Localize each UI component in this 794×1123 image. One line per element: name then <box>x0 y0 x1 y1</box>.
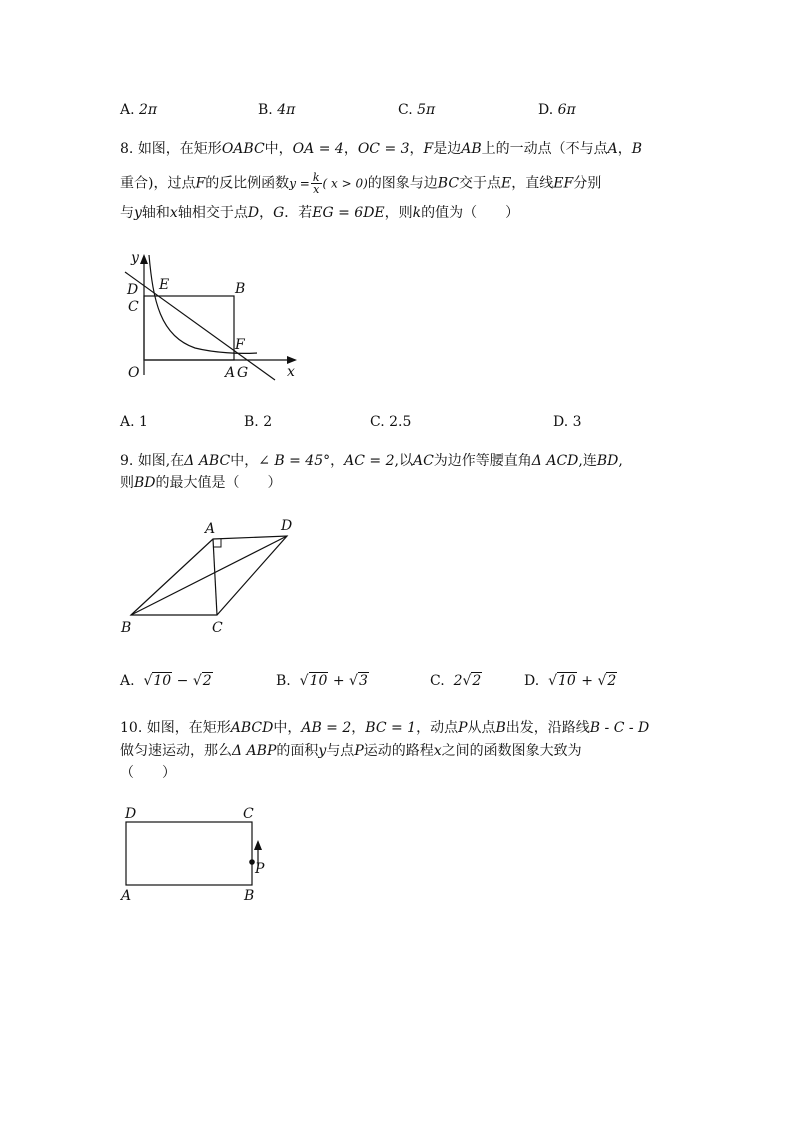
option-label: B. <box>258 102 273 118</box>
text: 的面积 <box>276 743 319 759</box>
option-value: 1 <box>139 414 148 430</box>
radicand: 2 <box>472 673 482 689</box>
math: A <box>607 141 618 157</box>
sqrt-term: √2 <box>597 673 617 689</box>
text: ， <box>330 453 345 469</box>
coefficient: 2 <box>453 673 463 689</box>
y-axis-arrow-icon <box>140 254 148 264</box>
text: 的最大值是（ ） <box>155 475 282 491</box>
sqrt-term: √2 <box>192 673 212 689</box>
math: ∠ B = 45° <box>258 453 331 469</box>
label-c: C <box>212 620 223 636</box>
operator: + <box>332 673 345 689</box>
rectangle-abcd <box>126 822 252 885</box>
option-label: C. <box>430 673 445 689</box>
question-number: 10. <box>120 720 143 736</box>
q10-line-2 <box>120 742 582 760</box>
q8-line-2 <box>120 172 601 195</box>
text: ， <box>409 141 424 157</box>
text: ， <box>351 720 366 736</box>
option-value: 6π <box>557 102 576 118</box>
q10-line-1 <box>120 719 649 737</box>
right-angle-mark-icon <box>213 539 221 547</box>
sqrt-term: √3 <box>349 673 368 689</box>
math: AB <box>461 141 482 157</box>
text: 的图象与边 <box>367 175 438 192</box>
text: ．若 <box>284 205 313 221</box>
q10-figure <box>115 804 275 904</box>
text: ,以 <box>394 453 413 469</box>
option-label: C. <box>370 414 385 430</box>
option-label: C. <box>398 102 413 118</box>
math: ( x > 0) <box>322 176 368 191</box>
fraction-k-over-x <box>311 172 322 195</box>
point-p <box>249 859 255 865</box>
q7-option-b[interactable] <box>258 101 295 119</box>
label-x: x <box>287 364 295 380</box>
math: BD <box>134 475 156 491</box>
option-label: A. <box>120 414 135 430</box>
label-p: P <box>255 861 265 877</box>
q8-option-c[interactable] <box>370 413 411 431</box>
q8-option-a[interactable] <box>120 413 148 431</box>
option-value: 4π <box>277 102 296 118</box>
label-y: y <box>131 250 139 266</box>
numerator: k <box>312 171 320 184</box>
label-b: B <box>235 281 246 297</box>
math: AB = 2 <box>301 720 352 736</box>
option-label: A. <box>120 102 135 118</box>
label-a: A <box>121 888 132 904</box>
math: BC <box>437 175 460 192</box>
math: ABCD <box>230 720 274 736</box>
text: 出发，沿路线 <box>505 720 590 736</box>
q7-option-a[interactable] <box>120 101 157 119</box>
text: ，动点 <box>416 720 459 736</box>
q8-option-b[interactable] <box>244 413 272 431</box>
option-value: 2π <box>139 102 158 118</box>
option-label: D. <box>524 673 540 689</box>
label-d: D <box>281 518 293 534</box>
q9-option-c[interactable] <box>430 672 482 690</box>
sqrt-term: √10 <box>143 673 172 689</box>
operator: + <box>581 673 594 689</box>
math: y = <box>289 176 310 191</box>
label-b: B <box>244 888 255 904</box>
q9-line-2 <box>120 474 282 492</box>
radicand: 2 <box>607 673 617 689</box>
text: 轴和 <box>141 205 170 221</box>
x-axis-arrow-icon <box>287 356 297 364</box>
sqrt-term: √10 <box>299 673 328 689</box>
text: ， <box>343 141 358 157</box>
text: 之间的函数图象大致为 <box>441 743 582 759</box>
label-e: E <box>159 277 170 293</box>
label-f: F <box>235 337 245 353</box>
text: ，则 <box>384 205 413 221</box>
denominator: x <box>313 183 320 196</box>
question-number: 8. <box>120 141 134 157</box>
math: k <box>412 205 422 221</box>
math: B <box>495 720 506 736</box>
math: x <box>433 743 442 759</box>
math: D <box>247 205 260 221</box>
operator: − <box>176 673 189 689</box>
q8-line-1 <box>120 140 642 158</box>
math: P <box>458 720 468 736</box>
q9-line-1 <box>120 452 623 470</box>
label-a: A <box>205 521 216 537</box>
math: B - C - D <box>589 720 650 736</box>
text: ， <box>259 205 274 221</box>
label-d: D <box>125 806 137 822</box>
label-a: A <box>225 365 236 381</box>
text: 如图，在矩形 <box>146 720 231 736</box>
arrow-up-icon <box>254 840 262 850</box>
text: 分别 <box>573 175 602 192</box>
math: y <box>134 205 142 221</box>
text: 从点 <box>467 720 496 736</box>
text: 是边 <box>433 141 462 157</box>
q8-option-d[interactable] <box>553 413 582 431</box>
math: E <box>501 175 512 192</box>
option-label: B. <box>244 414 259 430</box>
text: ，直线 <box>511 175 554 192</box>
math: EG = 6DE <box>312 205 385 221</box>
math: EF <box>553 175 574 192</box>
option-value: 5π <box>417 102 436 118</box>
text: ,连 <box>578 453 597 469</box>
label-o: O <box>128 365 140 381</box>
text: 中， <box>273 720 302 736</box>
math: OA = 4 <box>292 141 344 157</box>
option-label: D. <box>553 414 569 430</box>
radicand: 3 <box>358 673 368 689</box>
label-c: C <box>128 299 139 315</box>
text: ， <box>617 141 632 157</box>
sqrt-term: √2 <box>462 673 482 689</box>
label-g: G <box>237 365 249 381</box>
math: AC = 2 <box>344 453 395 469</box>
text: 为边作等腰直角 <box>433 453 532 469</box>
q8-line-3 <box>120 204 519 222</box>
option-value: 2 <box>263 414 273 430</box>
q7-option-d[interactable] <box>538 101 576 119</box>
radicand: 10 <box>558 673 576 689</box>
option-value: 2.5 <box>389 414 412 430</box>
text: 重合)，过点 <box>120 175 196 192</box>
text: , <box>618 453 623 469</box>
q8-figure <box>115 240 315 385</box>
label-d: D <box>127 282 139 298</box>
math: x <box>169 205 178 221</box>
text: 轴相交于点 <box>177 205 248 221</box>
q9-option-a[interactable] <box>120 672 213 690</box>
text: 交于点 <box>459 175 502 192</box>
option-label: D. <box>538 102 554 118</box>
math: Δ ACD <box>531 453 579 469</box>
option-label: A. <box>120 673 135 689</box>
label-c: C <box>243 806 254 822</box>
text: 如图,在 <box>137 453 185 469</box>
sqrt-term: √10 <box>548 673 576 689</box>
text: 则 <box>120 475 134 491</box>
option-label: B. <box>276 673 291 689</box>
q9-option-b[interactable] <box>276 672 369 690</box>
label-b: B <box>121 620 132 636</box>
math: BC = 1 <box>365 720 417 736</box>
math: Δ ABC <box>184 453 231 469</box>
math: OABC <box>221 141 265 157</box>
line-ef <box>125 272 275 380</box>
text: 的值为（ ） <box>421 205 520 221</box>
math: B <box>631 141 643 157</box>
math: AC <box>412 453 434 469</box>
radicand: 2 <box>202 673 212 689</box>
radicand: 10 <box>309 673 328 689</box>
text: 上的一动点（不与点 <box>481 141 608 157</box>
text: 与点 <box>326 743 355 759</box>
option-value: 3 <box>572 414 582 430</box>
text: 中， <box>264 141 293 157</box>
question-number: 9. <box>120 453 134 469</box>
text: 与 <box>120 205 134 221</box>
q9-figure <box>115 512 315 640</box>
math: P <box>354 743 364 759</box>
text: 运动的路程 <box>363 743 434 759</box>
text: 的反比例函数 <box>205 175 290 192</box>
math: G <box>273 205 285 221</box>
q9-option-d[interactable] <box>524 672 617 690</box>
text: 中， <box>230 453 259 469</box>
segment-ac <box>213 539 217 615</box>
text: 做匀速运动，那么 <box>120 743 232 759</box>
math: BD <box>596 453 619 469</box>
math: y <box>318 743 327 759</box>
q7-option-c[interactable] <box>398 101 435 119</box>
math: OC = 3 <box>357 141 410 157</box>
math: Δ ABP <box>232 743 277 759</box>
math: F <box>195 175 206 192</box>
math: F <box>423 141 434 157</box>
segment-bd <box>131 536 287 615</box>
text: 如图，在矩形 <box>137 141 222 157</box>
q10-line-3: （ ） <box>120 765 176 781</box>
radicand: 10 <box>153 673 172 689</box>
